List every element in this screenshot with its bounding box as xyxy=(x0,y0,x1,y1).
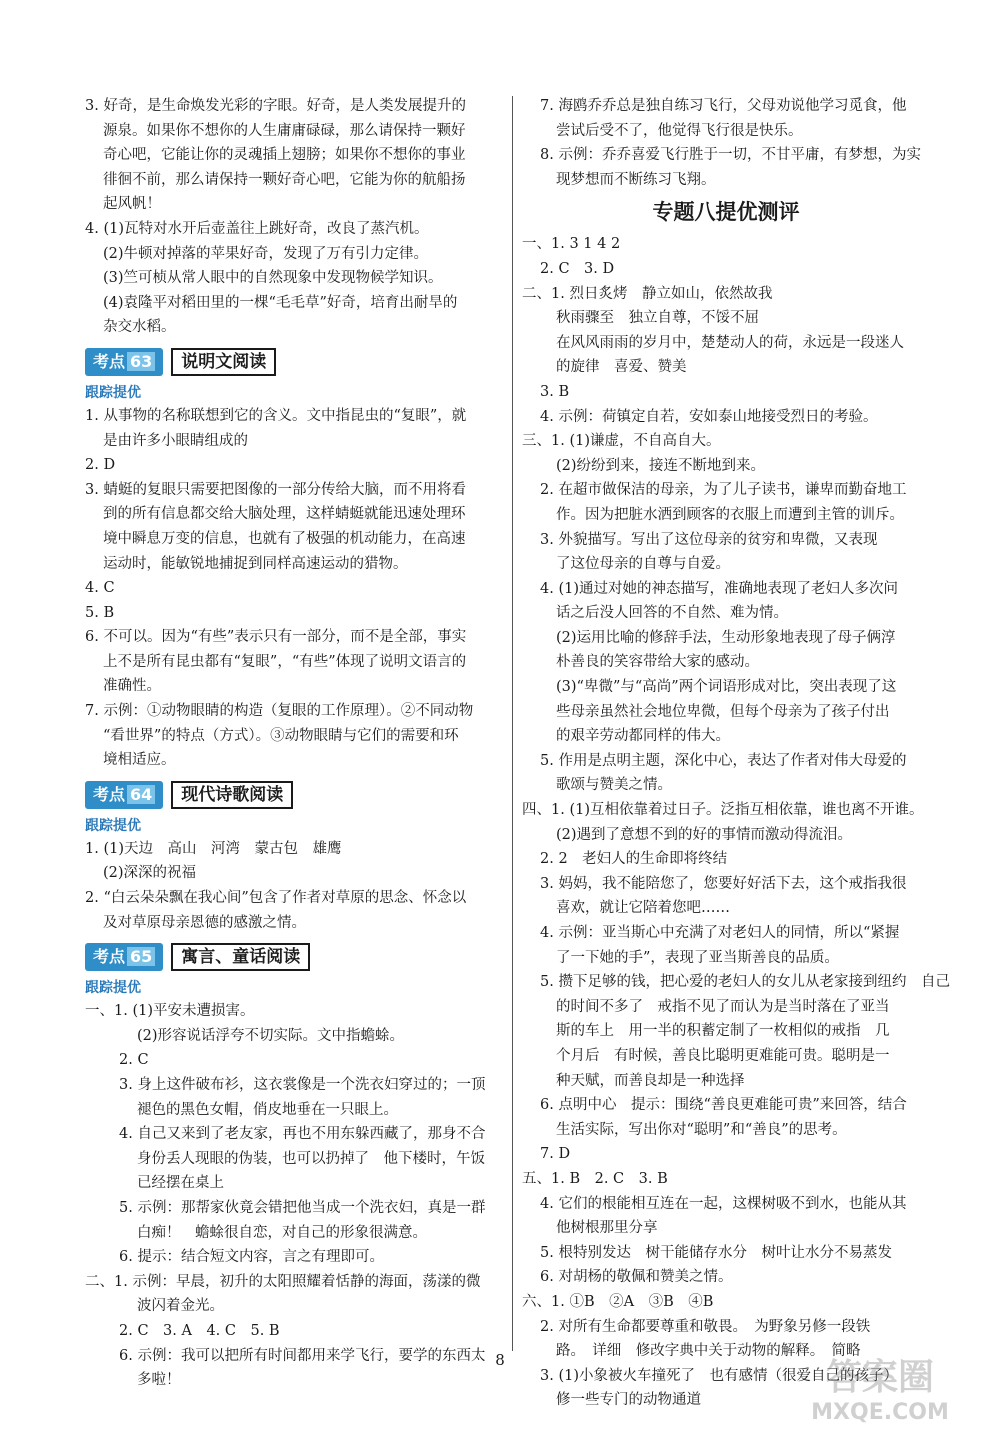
section-badge: 考点 63 xyxy=(85,348,163,376)
answer-line: 四、1. (1)互相依靠着过日子。泛指互相依靠，谁也离不开谁。 xyxy=(522,802,924,819)
answer-line: 5. 示例：那帮家伙竟会错把他当成一个洗衣妇，真是一群 xyxy=(119,1199,486,1216)
section-badge: 考点 64 xyxy=(85,781,163,809)
answer-line: 3. (1)小象被火车撞死了 也有感情（很爱自己的孩子） xyxy=(540,1367,898,1384)
answer-line: 生活实际，写出你对“聪明”和“善良”的思考。 xyxy=(556,1121,847,1138)
answer-line: 7. 示例：①动物眼睛的构造（复眼的工作原理）。②不同动物 xyxy=(85,703,474,720)
right-top-answers xyxy=(522,94,930,192)
answer-line: 3. 妈妈，我不能陪您了，您要好好活下去，这个戒指我很 xyxy=(540,875,907,892)
answer-line: (2)运用比喻的修辞手法，生动形象地表现了母子俩淳 xyxy=(556,629,896,646)
answer-line: 2. “白云朵朵飘在我心间”包含了作者对草原的思念、怀念以 xyxy=(85,890,467,907)
answer-line: 1. 从事物的名称联想到它的含义。文中指昆虫的“复眼”，就 xyxy=(85,407,467,424)
answer-line: 是由许多小眼睛组成的 xyxy=(103,432,248,449)
answer-line: 3. B xyxy=(540,383,570,400)
section-title: 现代诗歌阅读 xyxy=(171,781,293,809)
answer-line: 2. C 3. A 4. C 5. B xyxy=(119,1322,280,1339)
section-65-heading xyxy=(85,941,503,973)
section-63-answers xyxy=(85,404,503,773)
answer-line: 到的所有信息都交给大脑处理，这样蜻蜓就能迅速处理环 xyxy=(103,506,466,523)
answer-line: (4)袁隆平对稻田里的一棵“毛毛草”好奇，培育出耐旱的 xyxy=(103,294,458,311)
answer-line: 运动时，能敏锐地捕捉到同样高速运动的猎物。 xyxy=(103,555,408,572)
answer-line: 斯的车上 用一半的积蓄定制了一枚相似的戒指 几 xyxy=(556,1023,890,1040)
answer-line: 他树根那里分享 xyxy=(556,1220,658,1237)
section-64-answers xyxy=(85,837,503,935)
answer-line: 4. 自己又来到了老友家，再也不用东躲西藏了，那身不合 xyxy=(119,1126,486,1143)
answer-line: 3. 身上这件破布衫，这衣裳像是一个洗衣妇穿过的；一顶 xyxy=(119,1077,486,1093)
section-subheading: 跟踪提优 xyxy=(85,384,141,401)
left-column xyxy=(85,94,503,1393)
answer-line: 4. 它们的根能相互连在一起，这棵树吸不到水，也能从其 xyxy=(540,1195,907,1212)
answer-line: 4. 示例：亚当斯心中充满了对老妇人的同情，所以“紧握 xyxy=(540,925,900,941)
answer-line: 5. B xyxy=(85,604,115,621)
svg-text:答案圈: 答案圈 xyxy=(825,1357,935,1398)
answer-line: 7. D xyxy=(540,1146,571,1163)
answer-line: 及对草原母亲恩德的感激之情。 xyxy=(103,914,306,931)
answer-line: 多啦！ xyxy=(137,1372,181,1389)
answer-line: 2. 2 老妇人的生命即将终结 xyxy=(540,851,728,868)
answer-line: 起风帆！ xyxy=(103,196,161,213)
answer-line: 褪色的黑色女帽，俏皮地垂在一只眼上。 xyxy=(137,1101,398,1118)
section-63-heading xyxy=(85,346,503,378)
answer-line: 4. 示例：荷镇定自若，安如泰山地接受烈日的考验。 xyxy=(540,408,878,425)
answer-line: (2)牛顿对掉落的苹果好奇，发现了万有引力定律。 xyxy=(103,245,429,262)
answer-line: 朴善良的笑容带给大家的感动。 xyxy=(556,654,759,671)
answer-line: 3. 好奇，是生命焕发光彩的字眼。好奇，是人类发展提升的 xyxy=(85,98,466,114)
section-title: 说明文阅读 xyxy=(171,348,276,376)
answer-line: 话之后没人回答的不自然、难为情。 xyxy=(556,605,788,622)
answer-line: 6. 对胡杨的敬佩和赞美之情。 xyxy=(540,1269,733,1286)
answer-line: 已经摆在桌上 xyxy=(137,1175,224,1192)
answer-line: 8. 示例：乔乔喜爱飞行胜于一切，不甘平庸，有梦想，为实 xyxy=(540,147,921,164)
answer-line: “看世界”的特点（方式）。③动物眼睛与它们的需要和环 xyxy=(103,727,459,744)
answer-line: 5. 根特别发达 树干能储存水分 树叶让水分不易蒸发 xyxy=(540,1244,892,1261)
answer-line: 2. 对所有生命都要尊重和敬畏。 为野象另修一段铁 xyxy=(540,1318,871,1335)
answer-line: 歌颂与赞美之情。 xyxy=(556,777,672,794)
answer-line: 境中瞬息万变的信息，也就有了极强的机动能力，在高速 xyxy=(103,530,466,547)
section-65-answers xyxy=(85,999,503,1393)
answer-line: 修一些专门的动物通道 xyxy=(556,1392,701,1409)
answer-line: 3. 外貌描写。写出了这位母亲的贫穷和卑微，又表现 xyxy=(540,531,878,548)
answer-line: (3)“卑微”与“高尚”两个词语形成对比，突出表现了这 xyxy=(556,679,897,696)
answer-line: 白痴！ 蟾蜍很自恋，对自己的形象很满意。 xyxy=(137,1224,427,1241)
answer-line: 7. 海鸥乔乔总是独自练习飞行，父母劝说他学习觅食，他 xyxy=(540,98,907,114)
answer-line: 喜欢，就让它陪着您吧…… xyxy=(556,900,730,917)
section-64-heading xyxy=(85,779,503,811)
answer-line: 5. 作用是点明主题，深化中心，表达了作者对伟大母爱的 xyxy=(540,752,907,769)
answer-line: 2. 在超市做保洁的母亲，为了儿子读书，谦卑而勤奋地工 xyxy=(540,482,907,499)
answer-line: 一、1. (1)平安未遭损害。 xyxy=(85,1003,255,1020)
answer-line: 杂交水稻。 xyxy=(103,319,176,336)
answer-line: 波闪着金光。 xyxy=(137,1298,224,1315)
answer-line: 境相适应。 xyxy=(103,752,176,769)
answer-line: 了一下她的手”，表现了亚当斯善良的品质。 xyxy=(556,949,839,966)
answer-line: 2. C 3. D xyxy=(540,260,615,277)
answer-line: 一、1. 3 1 4 2 xyxy=(522,236,621,253)
answer-line: 奇心吧，它能让你的灵魂插上翅膀；如果你不想你的事业 xyxy=(103,147,466,164)
answer-line: 6. 提示：结合短文内容，言之有理即可。 xyxy=(119,1249,384,1266)
answer-line: 的艰辛劳动都同样的伟大。 xyxy=(556,728,730,745)
answer-line: 现梦想而不断练习飞翔。 xyxy=(556,171,716,188)
answer-line: 6. 不可以。因为“有些”表示只有一部分，而不是全部，事实 xyxy=(85,629,467,646)
answer-line: 二、1. 示例：早晨，初升的太阳照耀着恬静的海面，荡漾的微 xyxy=(85,1273,481,1290)
left-top-answers xyxy=(85,94,503,340)
answer-line: 4. (1)通过对她的神态描写，准确地表现了老妇人多次问 xyxy=(540,580,898,597)
answer-line: 六、1. ①B ②A ③B ④B xyxy=(522,1293,714,1310)
answer-line: 个月后 有时候，善良比聪明更难能可贵。聪明是一 xyxy=(556,1047,890,1064)
section-subheading: 跟踪提优 xyxy=(85,980,141,997)
answer-line: 三、1. (1)谦虚，不自高自大。 xyxy=(522,433,721,450)
answer-line: 源泉。如果你不想你的人生庸庸碌碌，那么请保持一颗好 xyxy=(103,122,466,139)
answer-line: (2)纷纷到来，接连不断地到来。 xyxy=(556,457,766,474)
answer-line: 3. 蜻蜓的复眼只需要把图像的一部分传给大脑，而不用将看 xyxy=(85,481,466,498)
answer-line: 五、1. B 2. C 3. B xyxy=(522,1170,668,1187)
unit-test-title: 专题八提优测评 xyxy=(652,200,800,225)
answer-line: 的时间不多了 戒指不见了而认为是当时落在了亚当 xyxy=(556,998,890,1015)
answer-line: 在风风雨雨的岁月中，楚楚动人的荷，永远是一段迷人 xyxy=(556,334,904,351)
answer-line: 些母亲虽然社会地位卑微，但每个母亲为了孩子付出 xyxy=(556,703,890,720)
answer-line: (2)遇到了意想不到的好的事情而激动得流泪。 xyxy=(556,826,853,843)
answer-line: 5. 攒下足够的钱，把心爱的老妇人的女儿从老家接到纽约 自己 xyxy=(540,974,950,991)
answer-line: 2. C xyxy=(119,1052,149,1069)
answer-line: 准确性。 xyxy=(103,678,161,695)
answer-line: (2)深深的祝福 xyxy=(103,865,197,882)
page-number: 8 xyxy=(495,1351,505,1369)
section-badge: 考点 65 xyxy=(85,943,163,971)
answer-line: (2)形容说话浮夸不切实际。文中指蟾蜍。 xyxy=(137,1027,405,1044)
answer-line: 6. 示例：我可以把所有时间都用来学飞行，要学的东西太 xyxy=(119,1347,486,1364)
answer-line: 2. D xyxy=(85,457,116,474)
section-title: 寓言、童话阅读 xyxy=(171,943,310,971)
answer-line: 6. 点明中心 提示：围绕“善良更难能可贵”来回答，结合 xyxy=(540,1097,907,1114)
answer-line: 4. (1)瓦特对水开后壶盖往上跳好奇，改良了蒸汽机。 xyxy=(85,220,429,237)
answer-line: 身份丢人现眼的伪装，也可以扔掉了 他下楼时，午饭 xyxy=(137,1150,485,1167)
answer-line: 尝试后受不了，他觉得飞行很是快乐。 xyxy=(556,122,803,139)
answer-line: 路。 详细 修改字典中关于动物的解释。 简略 xyxy=(556,1343,861,1360)
answer-line: 二、1. 烈日炙烤 静立如山，依然故我 xyxy=(522,285,773,302)
answer-line: 徘徊不前，那么请保持一颗好奇心吧，它能为你的航船扬 xyxy=(103,171,466,188)
answer-line: 的旋律 喜爱、赞美 xyxy=(556,359,687,376)
answer-line: 种天赋，而善良却是一种选择 xyxy=(556,1072,745,1089)
svg-text:MXQE.COM: MXQE.COM xyxy=(811,1400,949,1425)
column-divider xyxy=(512,96,513,1351)
answer-line: 秋雨骤至 独立自尊，不馁不屈 xyxy=(556,310,759,327)
answer-line: (3)竺可桢从常人眼中的自然现象中发现物候学知识。 xyxy=(103,270,443,287)
answer-line: 1. (1)天边 高山 河湾 蒙古包 雄鹰 xyxy=(85,840,342,857)
answer-line: 了这位母亲的自尊与自爱。 xyxy=(556,556,730,573)
watermark-logo xyxy=(790,1347,970,1427)
answer-line: 作。因为把脏水洒到顾客的衣服上而遭到主管的训斥。 xyxy=(556,506,904,523)
section-subheading: 跟踪提优 xyxy=(85,817,141,834)
answer-line: 4. C xyxy=(85,580,115,597)
answer-line: 上不是所有昆虫都有“复眼”，“有些”体现了说明文语言的 xyxy=(103,653,467,670)
